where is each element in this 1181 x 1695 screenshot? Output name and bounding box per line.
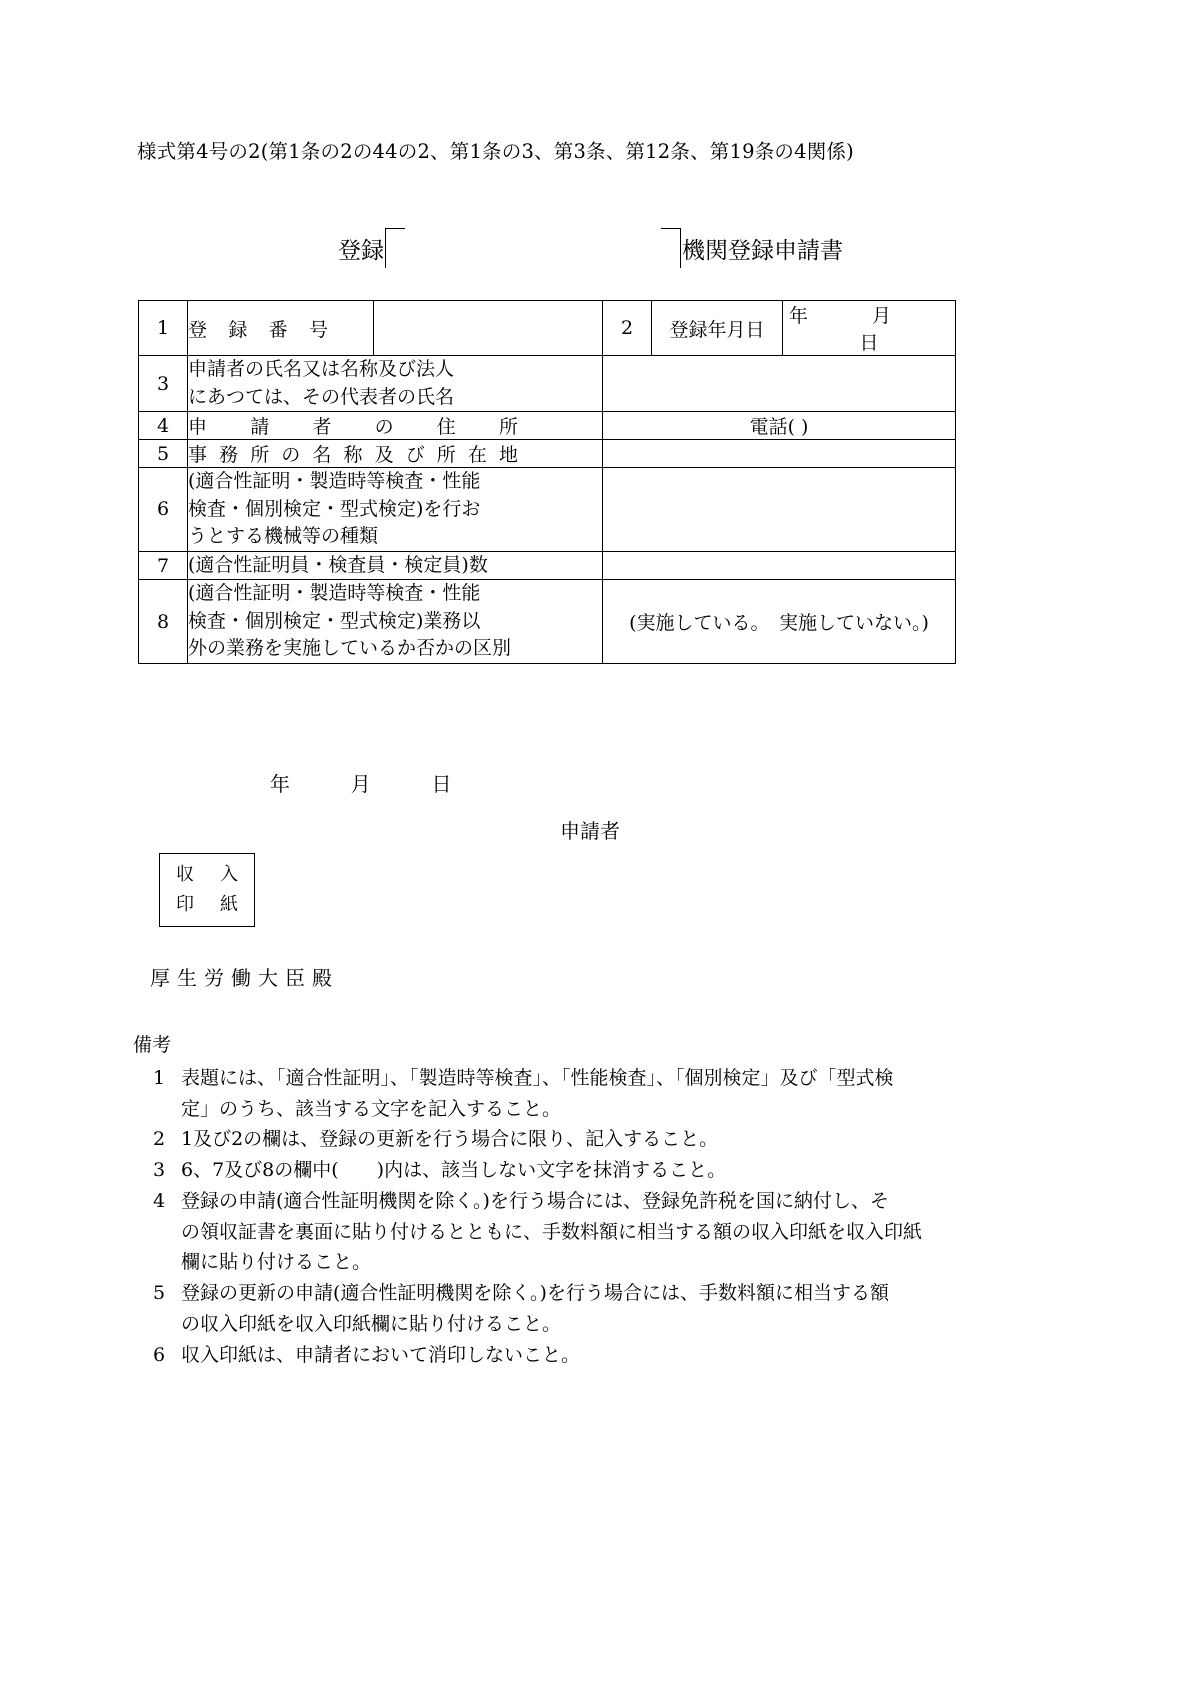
implementation-options[interactable]: (実施している。 実施していない。)	[629, 612, 929, 635]
row1-label: 登録番号	[188, 301, 374, 356]
minister-addressee: 厚生労働大臣殿	[150, 966, 339, 990]
bracket-right-icon	[661, 228, 681, 268]
remark-line: の領収証書を裏面に貼り付けるとともに、手数料額に相当する額の収入印紙を収入印紙	[181, 1220, 923, 1243]
remark-item	[153, 1278, 963, 1340]
month-char: 月	[872, 305, 892, 327]
remark-line: 1及び2の欄は、登録の更新を行う場合に限り、記入すること。	[181, 1128, 719, 1151]
row5-office-name-address-field[interactable]	[603, 440, 956, 468]
remark-number: 3	[153, 1159, 166, 1182]
row1-registration-number-field[interactable]	[374, 301, 603, 356]
row8-number: 8	[139, 580, 188, 664]
remark-number: 6	[153, 1343, 166, 1366]
row6-machine-types-field[interactable]	[603, 468, 956, 552]
remark-item	[153, 1186, 963, 1278]
stamp-line-1: 収入	[176, 864, 238, 886]
day-char: 日	[859, 332, 879, 354]
bracket-left-icon	[385, 228, 405, 268]
remark-line: 定」のうち、該当する文字を記入すること。	[181, 1097, 562, 1120]
remark-text	[181, 1063, 963, 1125]
remark-text	[181, 1124, 963, 1155]
remark-text	[181, 1155, 963, 1186]
row4-number: 4	[139, 412, 188, 440]
row5-label: 事務所の名称及び所在地	[188, 440, 603, 468]
row8-label: (適合性証明・製造時等検査・性能 検査・個別検定・型式検定)業務以 外の業務を実施しているか否かの区別	[188, 580, 603, 664]
row1-registration-date-field[interactable]	[783, 301, 956, 356]
remark-number: 2	[153, 1128, 166, 1151]
row3-number: 3	[139, 356, 188, 412]
table-row-5	[139, 440, 956, 468]
remark-item	[153, 1063, 963, 1125]
submission-month-char: 月	[350, 772, 371, 796]
submission-day-char: 日	[431, 772, 452, 796]
year-char: 年	[788, 305, 808, 327]
remark-line: 収入印紙は、申請者において消印しないこと。	[181, 1343, 581, 1366]
remarks-section	[133, 1030, 963, 1370]
date-placeholder	[783, 301, 955, 355]
remark-line: の収入印紙を収入印紙欄に貼り付けること。	[181, 1312, 562, 1335]
applicant-signature-label: 申請者	[560, 819, 620, 843]
row7-number: 7	[139, 551, 188, 580]
title-tail-text: 機関登録申請書	[682, 237, 843, 264]
row6-number: 6	[139, 468, 188, 552]
row5-number: 5	[139, 440, 188, 468]
row4-label: 申請者の住所	[188, 412, 603, 440]
revenue-stamp-box[interactable]	[159, 853, 255, 927]
table-row-3	[139, 356, 956, 412]
table-row-4	[139, 412, 956, 440]
table-row-1	[139, 301, 956, 356]
row7-label: (適合性証明員・検査員・検定員)数	[188, 551, 603, 580]
remark-line: 登録の申請(適合性証明機関を除く。)を行う場合には、登録免許税を国に納付し、そ	[181, 1189, 889, 1212]
stamp-line-2: 印紙	[176, 894, 238, 915]
row1-number: 1	[139, 301, 188, 356]
title-blank-bracket[interactable]	[385, 228, 681, 268]
form-number: 様式第4号の2(第1条の2の44の2、第1条の3、第3条、第12条、第19条の4関係)	[137, 140, 854, 163]
remark-line: 表題には、「適合性証明」、「製造時等検査」、「性能検査」、「個別検定」及び「型式検	[181, 1066, 894, 1089]
row4-applicant-address-field[interactable]	[603, 412, 956, 440]
row7-inspector-count-field[interactable]	[603, 551, 956, 580]
application-table	[138, 300, 956, 664]
remark-number: 1	[153, 1066, 166, 1089]
submission-year-char: 年	[270, 772, 290, 796]
submission-date-line[interactable]	[270, 768, 451, 797]
remark-item	[153, 1155, 963, 1186]
row1-number-2: 2	[603, 301, 652, 356]
telephone-label: 電話( )	[749, 416, 809, 439]
remark-text	[181, 1278, 963, 1340]
table-row-6	[139, 468, 956, 552]
remark-line: 登録の更新の申請(適合性証明機関を除く。)を行う場合には、手数料額に相当する額	[181, 1282, 889, 1305]
remark-number: 5	[153, 1282, 166, 1305]
remark-text	[181, 1340, 963, 1371]
row3-label: 申請者の氏名又は名称及び法人 にあつては、その代表者の氏名	[188, 356, 603, 412]
remark-text	[181, 1186, 963, 1278]
row3-applicant-name-field[interactable]	[603, 356, 956, 412]
remark-number: 4	[153, 1189, 166, 1212]
row8-other-business-field[interactable]	[603, 580, 956, 664]
remark-item	[153, 1124, 963, 1155]
remark-item	[153, 1340, 963, 1371]
remarks-list	[133, 1063, 963, 1371]
remark-line: 6、7及び8の欄中( )内は、該当しない文字を抹消すること。	[181, 1159, 727, 1182]
remarks-title: 備考	[133, 1034, 172, 1056]
table-row-8	[139, 580, 956, 664]
row6-label: (適合性証明・製造時等検査・性能 検査・個別検定・型式検定)を行お うとする機械等の種類	[188, 468, 603, 552]
title-lead-text: 登録	[338, 237, 384, 264]
row1-label-2: 登録年月日	[652, 301, 783, 356]
document-title	[0, 228, 1181, 268]
remark-line: 欄に貼り付けること。	[181, 1251, 372, 1274]
table-row-7	[139, 551, 956, 580]
